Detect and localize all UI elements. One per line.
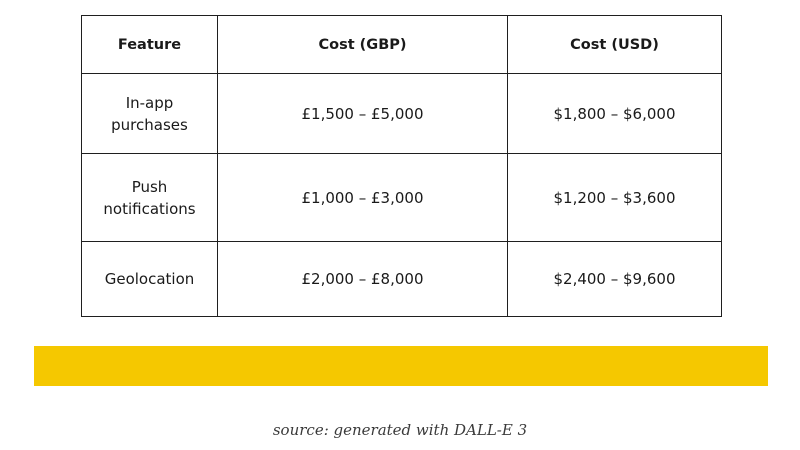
feature-cost-table [81, 15, 722, 317]
feature-cell: Geolocation [82, 242, 218, 317]
header-cost-usd: Cost (USD) [508, 16, 722, 74]
gbp-cost-cell: £2,000 – £8,000 [218, 242, 508, 317]
gbp-cost-cell: £1,000 – £3,000 [218, 154, 508, 242]
gbp-cost-cell: £1,500 – £5,000 [218, 74, 508, 154]
cost-table-container [81, 15, 722, 317]
feature-cell: Push notifications [82, 154, 218, 242]
table-row [82, 242, 722, 317]
table-header-row [82, 16, 722, 74]
yellow-divider-band [34, 346, 768, 386]
table-row [82, 154, 722, 242]
header-feature: Feature [82, 16, 218, 74]
usd-cost-cell: $2,400 – $9,600 [508, 242, 722, 317]
usd-cost-cell: $1,200 – $3,600 [508, 154, 722, 242]
table-row [82, 74, 722, 154]
header-cost-gbp: Cost (GBP) [218, 16, 508, 74]
usd-cost-cell: $1,800 – $6,000 [508, 74, 722, 154]
source-caption: source: generated with DALL-E 3 [272, 421, 528, 439]
feature-cell: In-app purchases [82, 74, 218, 154]
